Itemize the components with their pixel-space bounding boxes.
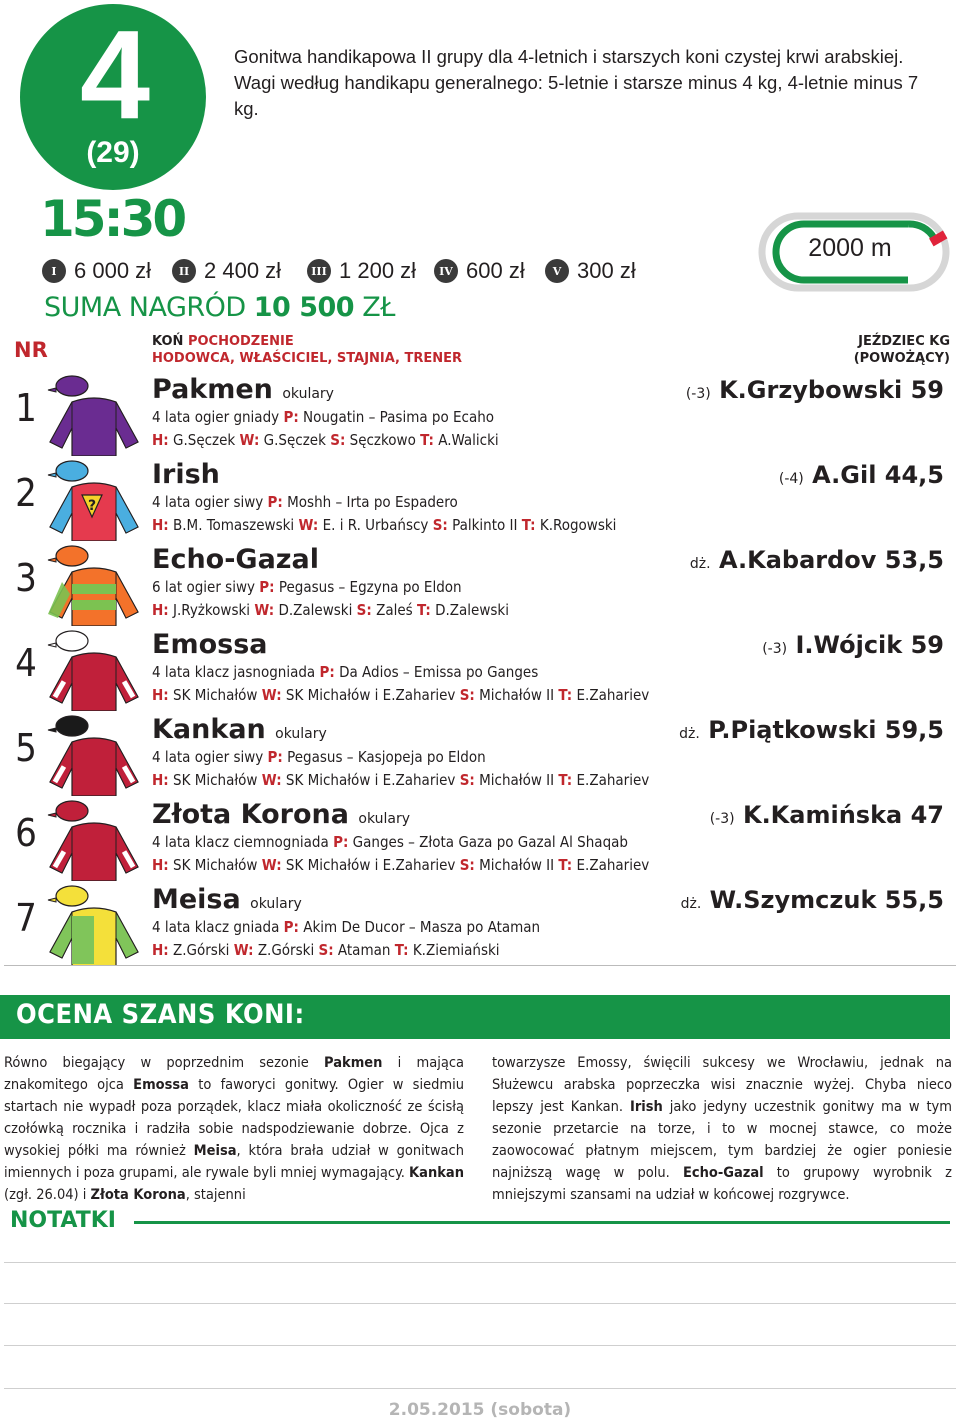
prize-1	[42, 257, 151, 285]
jockey	[681, 882, 944, 922]
horse-mention: Irish	[629, 1099, 663, 1115]
ocena-text: jako jedyny uczestnik gonitwy ma w tym sezonie przetarcie na torze, i to w mocnej stawce, co może zaowocować płatnym miejscem, tym bardziej że ogier poniesie najniższą wagę w polu.	[492, 1099, 952, 1181]
horse-name-line	[152, 882, 302, 922]
prize-total-value: 10 500	[253, 292, 355, 323]
horse-number: 2	[15, 471, 37, 515]
prize-3	[307, 257, 416, 285]
horse-name-line	[152, 627, 268, 667]
horse-number: 6	[15, 811, 37, 855]
header-nr: NR	[14, 338, 48, 362]
ocena-text: to faworyci gonitwy. Ogier w siedmiu startach nie wypadł poza porządek, klacz miała okoliczność ze ścisłą czołówką rocznika i radziła sobie nadspodziewanie dobrze. Ojca z wysokiej półki ma również	[4, 1077, 464, 1159]
horse-name: Irish	[152, 459, 220, 490]
place-badge: III	[307, 259, 331, 283]
prize-total-unit: ZŁ	[362, 292, 395, 323]
prize-total-label: SUMA NAGRÓD	[44, 292, 246, 323]
jockey-silks-icon	[46, 457, 142, 541]
jockey	[762, 627, 944, 667]
horse-row	[0, 457, 960, 542]
prize-4	[434, 257, 525, 285]
jockey-name-weight: K.Kamińska 47	[742, 801, 944, 829]
ocena-text: (zgł. 26.04) i	[4, 1187, 91, 1203]
prize-amount: 300 zł	[577, 258, 636, 283]
horse-name: Kankan	[152, 714, 266, 745]
horse-mention: Pakmen	[324, 1055, 383, 1071]
horse-name-line	[152, 457, 220, 497]
horse-number: 5	[15, 726, 37, 770]
header-jockey	[854, 333, 950, 367]
jockey-name-weight: K.Grzybowski 59	[719, 376, 944, 404]
jockey	[710, 797, 944, 837]
jockey-allowance: dż.	[679, 726, 700, 742]
race-description	[234, 44, 934, 122]
horse-owners: H: Z.Górski W: Z.Górski S: Ataman T: K.Ziemiański	[152, 941, 500, 959]
horse-row	[0, 627, 960, 712]
jockey-name-weight: W.Szymczuk 55,5	[709, 886, 944, 914]
race-description-line2: Wagi według handikapu generalnego: 5-letnie i starsze minus 4 kg, 4-letnie minus 7 kg.	[234, 72, 919, 119]
ocena-text: to grupowy wyrobnik z mniejszymi szansami na udział w końcowej rozgrywce.	[492, 1165, 952, 1203]
jockey	[679, 712, 944, 752]
jockey-silks-icon	[46, 627, 142, 711]
notes-rule	[134, 1221, 950, 1224]
jockey-silks-icon	[46, 712, 142, 796]
jockey-silks-icon	[46, 797, 142, 881]
place-badge: I	[42, 259, 66, 283]
prize-amount: 2 400 zł	[204, 258, 282, 283]
horse-name: Złota Korona	[152, 799, 349, 830]
jockey-name-weight: A.Kabardov 53,5	[718, 546, 944, 574]
header-horse	[152, 333, 462, 367]
horse-owners: H: J.Ryżkowski W: D.Zalewski S: Zaleś T: D.Zalewski	[152, 601, 509, 619]
jockey-name-weight: A.Gil 44,5	[812, 461, 944, 489]
horse-pedigree: 4 lata klacz ciemnogniada P: Ganges – Złota Gaza po Gazal Al Shaqab	[152, 833, 628, 851]
table-divider	[4, 965, 956, 966]
prize-amount: 600 zł	[466, 258, 525, 283]
silk-mark: ?	[87, 498, 97, 514]
notes-title: NOTATKI	[10, 1208, 116, 1233]
horse-name: Meisa	[152, 884, 241, 915]
footer-date: 2.05.2015 (sobota)	[388, 1400, 572, 1420]
prize-amount: 6 000 zł	[74, 258, 152, 283]
horse-owners: H: G.Sęczek W: G.Sęczek S: Sęczkowo T: A.Walicki	[152, 431, 499, 449]
horse-owners: H: SK Michałów W: SK Michałów i E.Zahariev S: Michałów II T: E.Zahariev	[152, 771, 650, 789]
jockey-allowance: (-4)	[778, 471, 804, 487]
horse-pedigree: 6 lat ogier siwy P: Pegasus – Egzyna po Eldon	[152, 578, 462, 596]
header-horse-line2: HODOWCA, WŁAŚCICIEL, STAJNIA, TRENER	[152, 351, 463, 366]
prize-5	[545, 257, 636, 285]
horse-mention: Złota Korona	[90, 1187, 186, 1203]
horse-mention: Emossa	[133, 1077, 189, 1093]
horse-number: 7	[15, 896, 37, 940]
horse-mention: Meisa	[193, 1143, 237, 1159]
jockey-silks-icon	[46, 882, 142, 966]
place-badge: V	[545, 259, 569, 283]
horse-name: Emossa	[152, 629, 268, 660]
horse-gear: okulary	[282, 386, 334, 402]
ocena-text: i mająca znakomitego ojca	[4, 1055, 464, 1093]
horse-number: 1	[15, 386, 37, 430]
note-line[interactable]	[4, 1303, 956, 1304]
jockey-allowance: (-3)	[709, 811, 735, 827]
horse-name: Echo-Gazal	[152, 544, 319, 575]
place-badge: IV	[434, 259, 458, 283]
ocena-column-2	[492, 1052, 952, 1206]
horse-name-line	[152, 797, 410, 837]
header-horse-b: POCHODZENIE	[187, 334, 294, 349]
horse-owners: H: B.M. Tomaszewski W: E. i R. Urbańscy S: Palkinto II T: K.Rogowski	[152, 516, 617, 534]
horse-pedigree: 4 lata ogier gniady P: Nougatin – Pasima po Ecaho	[152, 408, 495, 426]
horse-owners: H: SK Michałów W: SK Michałów i E.Zahariev S: Michałów II T: E.Zahariev	[152, 856, 650, 874]
jockey-silks-icon	[46, 372, 142, 456]
horse-row	[0, 882, 960, 967]
race-index: (29)	[86, 136, 140, 169]
horse-row	[0, 372, 960, 457]
jockey-name-weight: I.Wójcik 59	[795, 631, 944, 659]
horse-row	[0, 542, 960, 627]
horse-number: 3	[15, 556, 37, 600]
ocena-text: , która brała udział w gonitwach imiennych i poza grupami, ale rywale byli mniej wymagający.	[4, 1143, 464, 1181]
ocena-column-1	[4, 1052, 464, 1206]
jockey-allowance: dż.	[680, 896, 702, 912]
ocena-text: , stajenni	[185, 1187, 246, 1203]
ocena-text: towarzysze Emossy, święcili sukcesy we Wrocławiu, jednak na Służewcu arabska poprzeczka wisi znacznie wyżej. Chyba nieco lepszy jest Kankan.	[492, 1055, 952, 1115]
race-distance: 2000 m	[808, 234, 892, 262]
horse-pedigree: 4 lata ogier siwy P: Moshh – Irta po Espadero	[152, 493, 458, 511]
jockey	[686, 372, 944, 412]
header-horse-a: KOŃ	[152, 334, 184, 349]
jockey	[779, 457, 944, 497]
horse-gear: okulary	[250, 896, 302, 912]
horse-name: Pakmen	[152, 374, 273, 405]
place-badge: II	[172, 259, 196, 283]
horse-number: 4	[15, 641, 37, 685]
header-jockey-line2: (POWOŻĄCY)	[853, 351, 950, 366]
note-line[interactable]	[4, 1345, 956, 1346]
note-line[interactable]	[4, 1388, 956, 1389]
horse-name-line	[152, 712, 327, 752]
ocena-title: OCENA SZANS KONI:	[16, 999, 305, 1030]
horse-gear: okulary	[275, 726, 327, 742]
horse-row	[0, 712, 960, 797]
horse-pedigree: 4 lata ogier siwy P: Pegasus – Kasjopeja po Eldon	[152, 748, 486, 766]
jockey-allowance: (-3)	[685, 386, 711, 402]
note-line[interactable]	[4, 1262, 956, 1263]
header-jockey-line1: JEŹDZIEC KG	[858, 334, 950, 349]
horse-gear: okulary	[358, 811, 411, 827]
jockey	[690, 542, 944, 582]
horse-row	[0, 797, 960, 882]
jockey-silks-icon	[46, 542, 142, 626]
race-description-line1: Gonitwa handikapowa II grupy dla 4-letnich i starszych koni czystej krwi arabskiej.	[234, 46, 904, 67]
prize-amount: 1 200 zł	[339, 258, 417, 283]
prize-total	[44, 292, 395, 323]
horse-pedigree: 4 lata klacz jasnogniada P: Da Adios – Emissa po Ganges	[152, 663, 539, 681]
horse-name-line	[152, 372, 334, 412]
jockey-name-weight: P.Piątkowski 59,5	[708, 716, 944, 744]
ocena-text: Równo biegający w poprzednim sezonie	[4, 1055, 325, 1071]
jockey-allowance: (-3)	[762, 641, 788, 657]
horse-name-line	[152, 542, 319, 582]
horse-mention: Echo-Gazal	[682, 1165, 764, 1181]
jockey-allowance: dż.	[689, 556, 711, 572]
horse-pedigree: 4 lata klacz gniada P: Akim De Ducor – Masza po Ataman	[152, 918, 541, 936]
horse-mention: Kankan	[409, 1165, 464, 1181]
prize-2	[172, 257, 281, 285]
horse-owners: H: SK Michałów W: SK Michałów i E.Zahariev S: Michałów II T: E.Zahariev	[152, 686, 650, 704]
race-number: 4	[79, 4, 147, 145]
race-time: 15:30	[40, 190, 185, 248]
